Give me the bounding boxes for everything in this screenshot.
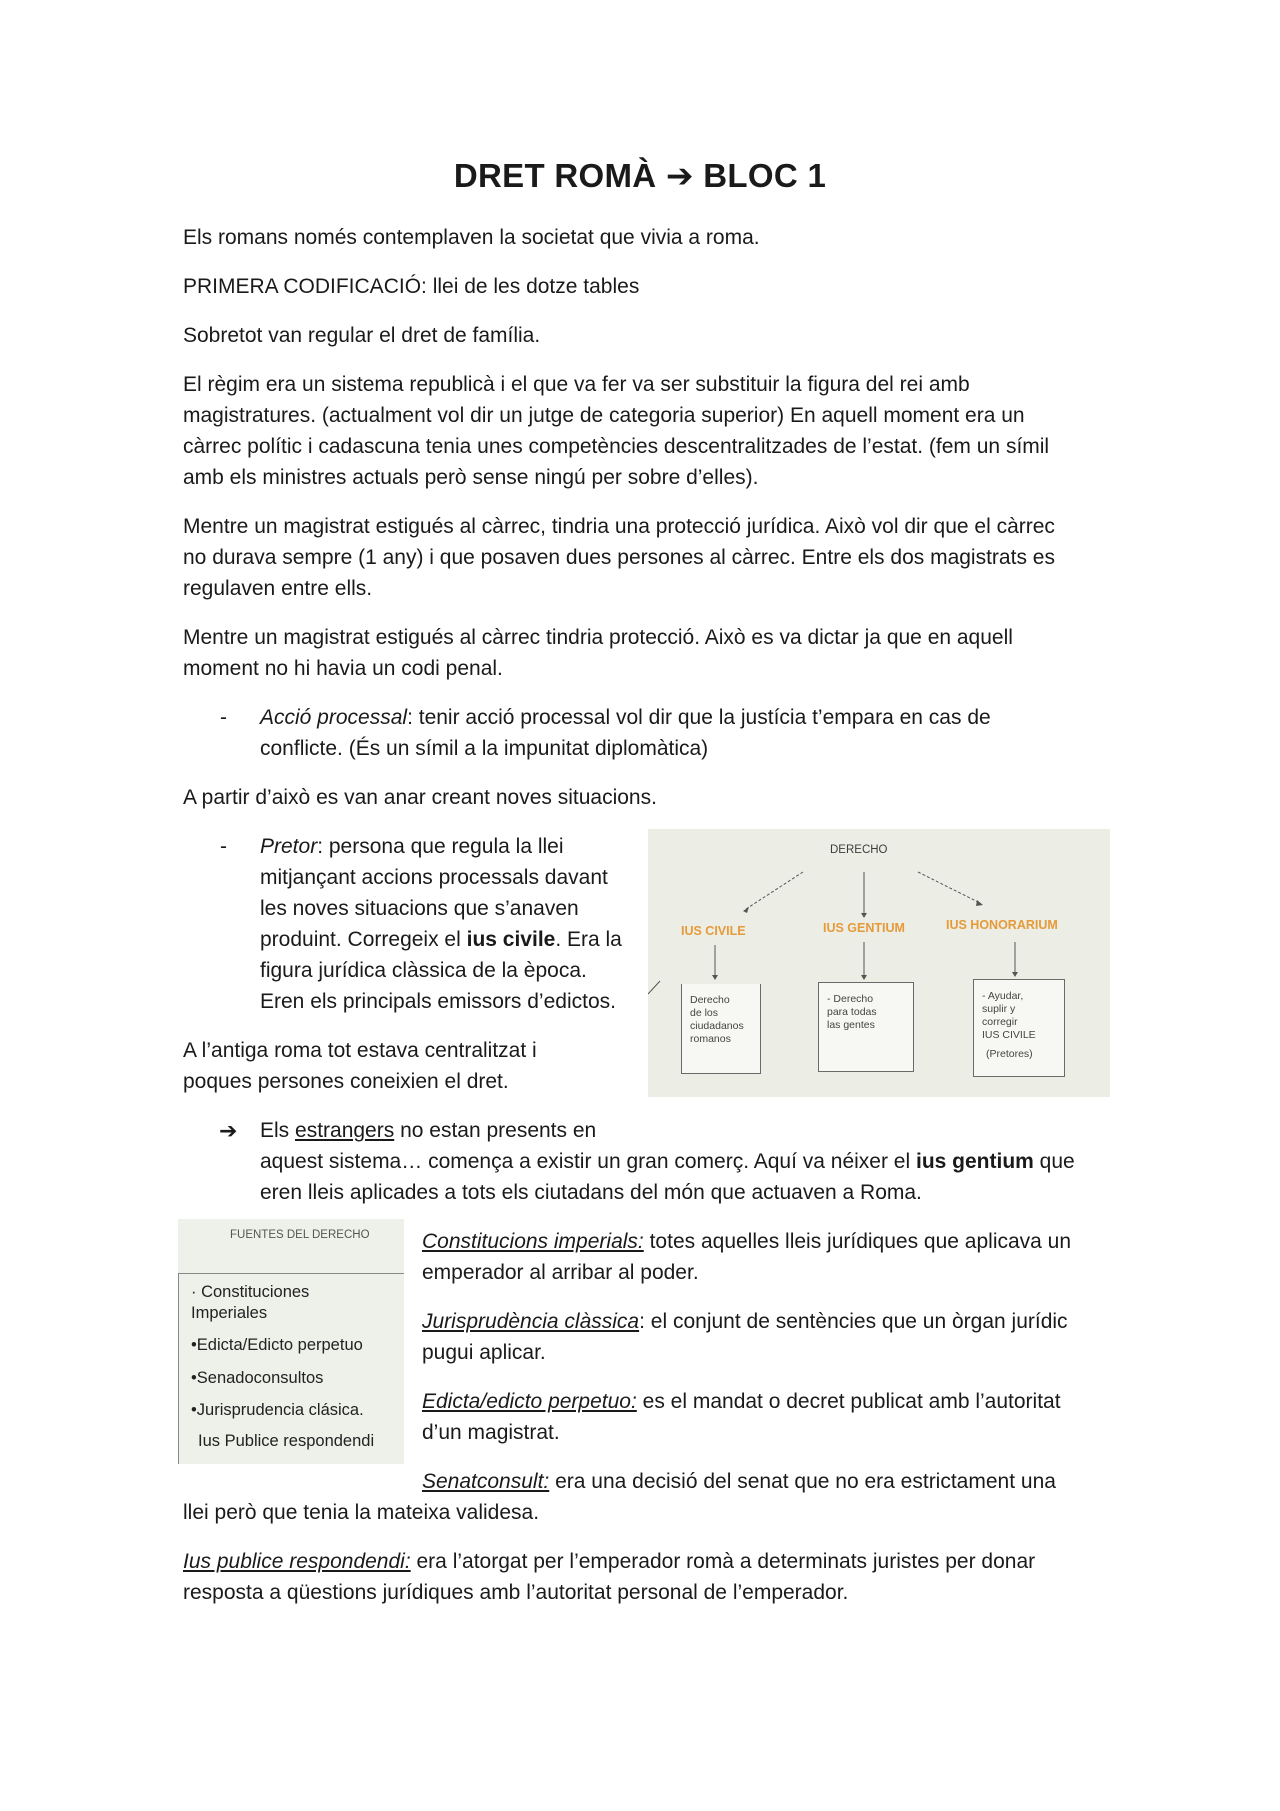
diagram-root-label: DERECHO	[830, 844, 888, 856]
arrow-bullet-icon: ➔	[219, 1118, 238, 1143]
paragraph-line: El règim era un sistema republicà i el que va fer va ser substituir la figura del rei amb	[183, 373, 970, 396]
definition-edicta	[422, 1386, 1061, 1417]
paragraph-line: Mentre un magistrat estigués al càrrec, tindria una protecció jurídica. Això vol dir que el càrrec	[183, 515, 1055, 538]
fuentes-item: Imperiales	[191, 1304, 268, 1322]
term-senatconsult: Senatconsult:	[422, 1470, 550, 1493]
paragraph: A partir d’això es van anar creant noves situacions.	[183, 786, 657, 809]
definition-line: emperador al arribar al poder.	[422, 1261, 699, 1284]
definition-line: llei però que tenia la mateixa validesa.	[183, 1501, 540, 1524]
term-ius-civile: ius civile	[466, 928, 556, 951]
definition-line: resposta a qüestions jurídiques amb l’autoritat personal de l’emperador.	[183, 1581, 849, 1604]
paragraph-line: amb els ministres actuals però sense ningú per sobre d’elles).	[183, 466, 759, 489]
fuentes-header: FUENTES DEL DERECHO	[230, 1229, 370, 1241]
box-line: de los	[690, 1007, 719, 1019]
paragraph-line: regulaven entre ells.	[183, 577, 373, 600]
fuentes-item: •Senadoconsultos	[191, 1369, 324, 1387]
text-run: era una decisió del senat que no era estrictament una	[549, 1470, 1056, 1493]
definition-constitucions	[422, 1226, 1071, 1257]
box-line: las gentes	[827, 1019, 875, 1031]
definition-line: pugui aplicar.	[422, 1341, 546, 1364]
paragraph-line: magistratures. (actualment vol dir un jutge de categoria superior) En aquell moment era un	[183, 404, 1025, 427]
text-run: era l’atorgat per l’emperador romà a determinats juristes per donar	[410, 1550, 1036, 1573]
paragraph: Sobretot van regular el dret de família.	[183, 324, 541, 347]
bullet-line: figura jurídica clàssica de la època.	[260, 959, 587, 982]
definition-jurisprudencia	[422, 1306, 1068, 1337]
bullet-accio-processal	[260, 702, 991, 733]
paragraph-line: A l’antiga roma tot estava centralitzat i	[183, 1039, 537, 1062]
text-run: . Era la	[555, 928, 622, 951]
term-pretor: Pretor	[260, 835, 318, 858]
text-run: es el mandat o decret publicat amb l’autoritat	[636, 1390, 1061, 1413]
term-ius-gentium: ius gentium	[915, 1150, 1034, 1173]
definition-senatconsult	[422, 1466, 1056, 1497]
text-run: totes aquelles lleis jurídiques que aplicava un	[643, 1230, 1072, 1253]
box-line: - Derecho	[827, 993, 874, 1005]
bullet-line	[260, 1146, 1075, 1177]
paragraph-line: no durava sempre (1 any) i que posaven dues persones al càrrec. Entre els dos magistrats es	[183, 546, 1055, 569]
bullet-line: Eren els principals emissors d’edictos.	[260, 990, 616, 1013]
box-line: Derecho	[690, 994, 730, 1006]
paragraph-line: Mentre un magistrat estigués al càrrec tindria protecció. Això es va dictar ja que en aquell	[183, 626, 1013, 649]
box-line: romanos	[690, 1033, 731, 1045]
branch-box-ius-civile	[681, 984, 761, 1074]
bullet-line: mitjançant accions processals davant	[260, 866, 608, 889]
text-run: no estan presents en	[394, 1119, 597, 1142]
dash-bullet: -	[220, 835, 227, 858]
text-run: que	[1033, 1150, 1075, 1173]
fuentes-item: · Constituciones	[191, 1283, 310, 1301]
term-edicta: Edicta/edicto perpetuo:	[422, 1390, 637, 1413]
derecho-diagram	[648, 829, 1110, 1097]
fuentes-diagram	[178, 1219, 404, 1464]
box-line: ciudadanos	[690, 1020, 744, 1032]
term-jurisprudencia: Jurisprudència clàssica	[422, 1310, 640, 1333]
branch-box-ius-honorarium	[973, 979, 1065, 1077]
box-line: corregir	[982, 1016, 1018, 1028]
box-line: IUS CIVILE	[982, 1029, 1036, 1041]
divider	[178, 1273, 404, 1274]
fuentes-item: Ius Publice respondendi	[198, 1432, 375, 1450]
dash-bullet: -	[220, 706, 227, 729]
bullet-line: les noves situacions que s’anaven	[260, 897, 579, 920]
box-line: suplir y	[982, 1003, 1016, 1015]
term-accio-processal: Acció processal	[260, 706, 408, 729]
term-constitucions: Constitucions imperials:	[422, 1230, 644, 1253]
text-run: : el conjunt de sentències que un òrgan jurídic	[639, 1310, 1068, 1333]
box-line: - Ayudar,	[982, 990, 1024, 1002]
divider	[178, 1273, 179, 1464]
bullet-line: conflicte. (És un símil a la impunitat diplomàtica)	[260, 737, 709, 760]
paragraph-line: poques persones coneixien el dret.	[183, 1070, 509, 1093]
page-title: DRET ROMÀ ➔ BLOC 1	[453, 157, 827, 194]
bullet-estrangers	[260, 1115, 596, 1146]
paragraph-line: moment no hi havia un codi penal.	[183, 657, 503, 680]
paragraph: Els romans només contemplaven la societat que vivia a roma.	[183, 226, 760, 249]
paragraph-line: càrrec polític i cadascuna tenia unes competències descentralitzades de l’estat. (fem un símil	[183, 435, 1050, 458]
bullet-line	[260, 924, 622, 955]
branch-head-ius-civile: IUS CIVILE	[681, 924, 746, 938]
branch-head-ius-gentium: IUS GENTIUM	[823, 921, 905, 935]
fuentes-item: •Jurisprudencia clásica.	[191, 1401, 364, 1419]
box-line: para todas	[827, 1006, 877, 1018]
box-line: (Pretores)	[986, 1048, 1033, 1060]
bullet-text: : persona que regula la llei	[317, 835, 564, 858]
fuentes-item: •Edicta/Edicto perpetuo	[191, 1336, 363, 1354]
bullet-text: : tenir acció processal vol dir que la justícia t’empara en cas de	[407, 706, 991, 729]
bullet-pretor	[260, 831, 564, 862]
text-run: produint. Corregeix el	[260, 928, 467, 951]
term-ius-publice: Ius publice respondendi:	[183, 1550, 411, 1573]
branch-head-ius-honorarium: IUS HONORARIUM	[946, 918, 1058, 932]
definition-line: d’un magistrat.	[422, 1421, 560, 1444]
definition-ius-publice	[183, 1546, 1103, 1577]
term-estrangers: estrangers	[295, 1119, 395, 1142]
text-run: aquest sistema… comença a existir un gran comerç. Aquí va néixer el	[260, 1150, 916, 1173]
bullet-line: eren lleis aplicades a tots els ciutadans del món que actuaven a Roma.	[260, 1181, 922, 1204]
branch-box-ius-gentium	[818, 982, 914, 1072]
text-run: Els	[260, 1119, 296, 1142]
paragraph: PRIMERA CODIFICACIÓ: llei de les dotze tables	[183, 275, 640, 298]
